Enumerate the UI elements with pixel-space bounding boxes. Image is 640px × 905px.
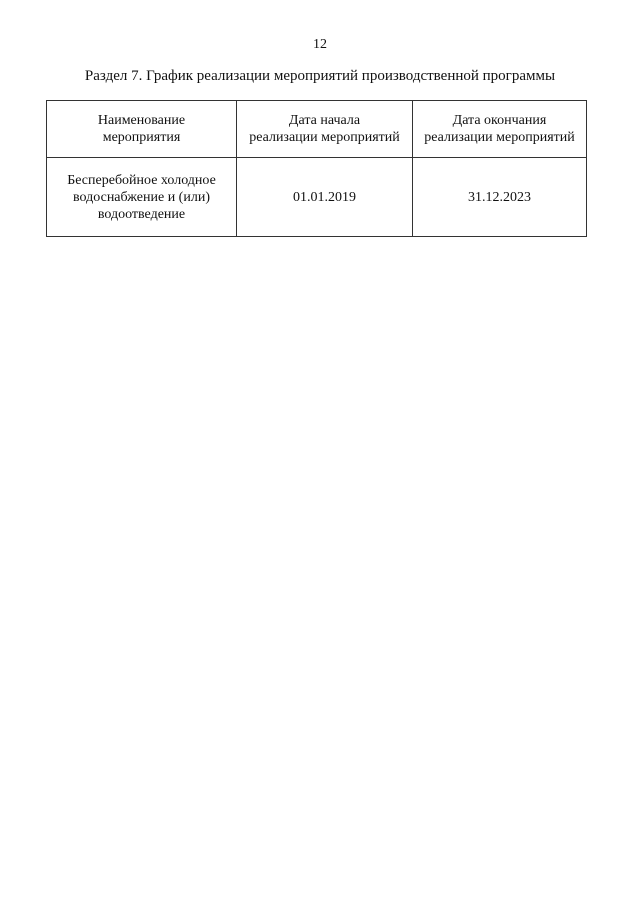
- schedule-table: [46, 100, 587, 237]
- header-event-name: [47, 101, 237, 158]
- cell-end-date: [413, 158, 587, 237]
- header-event-name-label: Наименование мероприятия: [97, 113, 186, 145]
- event-name-text: Бесперебойное холодное водоснабжение и (или) водоотведение: [67, 172, 216, 222]
- cell-start-date: [237, 158, 413, 237]
- header-start-date-label: Дата начала реализации мероприятий: [249, 113, 400, 145]
- start-date-text: 01.01.2019: [293, 189, 356, 205]
- section-title: Раздел 7. График реализации мероприятий производственной программы: [84, 68, 556, 84]
- cell-event-name: [47, 158, 237, 237]
- table-header-row: [47, 101, 587, 158]
- table-row: [47, 158, 587, 237]
- header-end-date-label: Дата окончания реализации мероприятий: [424, 113, 575, 145]
- end-date-text: 31.12.2023: [468, 189, 531, 205]
- page-number: 12: [313, 37, 327, 52]
- header-end-date: [413, 101, 587, 158]
- header-start-date: [237, 101, 413, 158]
